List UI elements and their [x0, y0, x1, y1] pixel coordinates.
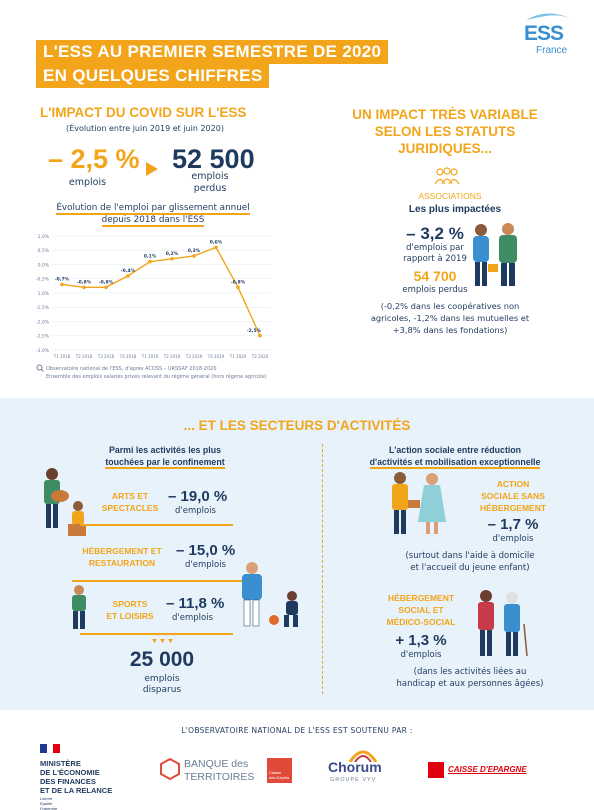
chevrons-down-icon	[150, 638, 176, 646]
squirrel-icon	[428, 762, 444, 778]
statuts-heading-2: SELON LES STATUTS	[374, 124, 516, 139]
medico-unit: d'emplois	[400, 650, 442, 660]
sports-divider	[80, 633, 233, 635]
chart-point	[192, 254, 196, 258]
left-title-1: Parmi les activités les plus	[109, 445, 221, 455]
chart-ytick-label: -2,5%	[35, 334, 49, 340]
statuts-heading-3: JURIDIQUES...	[398, 141, 492, 156]
covid-jobs-label-2: perdus	[193, 183, 227, 194]
chart-xtick-label: T4 2018	[119, 354, 137, 359]
chart-xtick-label: T2 2019	[163, 354, 181, 359]
sports-label-1: SPORTS	[112, 599, 148, 609]
assoc-jobs: 54 700	[413, 268, 457, 284]
chart-ytick-label: -2,0%	[35, 320, 49, 326]
chart-source-1: Observatoire national de l'ESS, d'après ACOSS – URSSAF 2018-2020	[46, 366, 217, 372]
assoc-jobs-label: emplois perdus	[402, 285, 468, 295]
chart-series-line	[62, 247, 260, 335]
chart-ytick-label: 0,0%	[37, 263, 49, 269]
action-label-2: SOCIALE SANS	[481, 491, 545, 501]
right-title-2-text: d'activités et mobilisation exceptionnelle	[369, 457, 541, 467]
chart-data-label: -0,8%	[98, 280, 114, 286]
total-jobs-value: 25 000	[129, 648, 195, 671]
sports-unit: d'emplois	[172, 613, 213, 623]
arts-unit: d'emplois	[175, 506, 216, 516]
chart-point	[214, 246, 218, 250]
hexagon-icon	[160, 758, 180, 780]
musicians-illustration	[38, 466, 88, 538]
medico-note	[370, 666, 570, 690]
employment-line-chart	[30, 230, 280, 362]
chart-title-2-text: depuis 2018 dans l'ESS	[101, 215, 205, 225]
people-group-icon	[432, 166, 462, 186]
arts-divider	[80, 524, 233, 526]
action-note-line-1: (surtout dans l'aide à domicile	[405, 551, 535, 561]
badge-line-1: Caisse	[269, 770, 282, 775]
assoc-pct: – 3,2 %	[406, 224, 464, 243]
ministere-logo	[40, 738, 160, 810]
ministere-line-3: DES FINANCES	[40, 777, 96, 786]
caisse-depots-badge	[267, 758, 292, 783]
chart-ytick-label: -1,5%	[35, 306, 49, 312]
assoc-pct-label-1: d'emplois par	[406, 243, 464, 253]
basketball-players-illustration	[232, 560, 312, 634]
runner-illustration	[64, 584, 94, 632]
total-jobs-label-2: disparus	[142, 685, 182, 695]
statuts-note-line-2: agricoles, -1,2% dans les mutuelles et	[370, 313, 530, 323]
chart-ytick-label: -3,0%	[35, 348, 49, 354]
chart-title-1	[38, 203, 268, 213]
chart-title-1-text: Évolution de l'emploi par glissement annuel	[56, 203, 250, 213]
caisse-epargne-text: CAISSE D'EPARGNE	[448, 765, 527, 774]
statuts-note-line-1: (-0,2% dans les coopératives non	[380, 301, 520, 311]
total-jobs-label-1: emplois	[144, 674, 180, 684]
action-pct: – 1,7 %	[487, 516, 539, 533]
heberg-label-2: RESTAURATION	[88, 558, 156, 568]
chart-point	[126, 274, 130, 278]
chart-point	[236, 286, 240, 290]
covid-pct-value: – 2,5 %	[48, 144, 140, 174]
chart-ytick-label: 0,5%	[37, 249, 49, 255]
assoc-sub: Les plus impactées	[408, 204, 502, 215]
action-label-1: ACTION	[496, 479, 530, 489]
chart-data-label: 0,6%	[209, 240, 223, 246]
medico-note-line-1: (dans les activités liées au	[413, 667, 527, 677]
medico-pct: + 1,3 %	[395, 632, 447, 649]
search-icon	[36, 364, 44, 372]
chart-ytick-label: -0,5%	[35, 277, 49, 283]
assoc-pct-label-2: rapport à 2019	[403, 254, 467, 264]
secteurs-heading: ... ET LES SECTEURS D'ACTIVITÉS	[183, 418, 411, 433]
arts-pct: – 19,0 %	[168, 488, 228, 505]
ministere-line-2: DE L'ÉCONOMIE	[40, 768, 100, 777]
home-care-illustration	[386, 470, 454, 536]
french-flag-icon	[40, 744, 60, 753]
heberg-label-1: HÉBERGEMENT ET	[82, 546, 162, 556]
left-title-2	[80, 457, 250, 467]
action-label-3: HÉBERGEMENT	[479, 503, 547, 513]
chart-data-label: 0,2%	[165, 251, 179, 257]
chart-point	[170, 257, 174, 261]
motto-3: Fraternité	[40, 806, 58, 810]
chart-point	[60, 283, 64, 287]
chorum-sub: GROUPE VYV	[330, 777, 377, 783]
chart-data-label: -0,8%	[230, 280, 246, 286]
chart-ytick-label: 1,0%	[37, 291, 49, 297]
section-divider	[322, 444, 323, 694]
chart-xtick-label: T2 2020	[251, 354, 269, 359]
chart-data-label: -0,7%	[54, 277, 70, 283]
action-note	[370, 550, 570, 574]
chart-point	[82, 286, 86, 290]
chorum-logo	[328, 746, 398, 792]
bdt-line-2: TERRITOIRES	[184, 771, 255, 783]
chart-xtick-label: T1 2019	[141, 354, 159, 359]
chart-xtick-label: T1 2020	[229, 354, 247, 359]
chart-xtick-label: T3 2018	[97, 354, 115, 359]
statuts-note	[350, 300, 550, 336]
motto-1: Liberté	[40, 796, 53, 801]
arts-label-1: ARTS ET	[111, 491, 149, 501]
covid-jobs-value: 52 500	[172, 144, 255, 174]
chart-xtick-label: T4 2019	[207, 354, 225, 359]
chart-title-2	[38, 215, 268, 225]
chart-source-2: Ensemble des emplois salariés privés relevant du régime général (hors régime agricole)	[46, 374, 267, 380]
sports-pct: – 11,8 %	[166, 595, 225, 612]
medico-note-line-2: handicap et aux personnes âgées)	[396, 679, 544, 689]
motto-2: Égalité	[40, 801, 53, 806]
chart-data-label: -0,4%	[120, 268, 136, 274]
chart-data-label: -2,5%	[246, 328, 262, 334]
chart-data-label: 0,1%	[143, 254, 157, 260]
logo-sub-text: France	[536, 45, 568, 56]
ministere-line-1: MINISTÈRE	[40, 759, 81, 768]
chart-point	[258, 334, 262, 338]
chart-xtick-label: T1 2018	[53, 354, 71, 359]
chart-xtick-label: T3 2019	[185, 354, 203, 359]
chorum-text: Chorum	[328, 759, 382, 775]
support-text: L'OBSERVATOIRE NATIONAL DE L'ESS EST SOUTENU PAR :	[181, 726, 413, 735]
chart-point	[148, 260, 152, 264]
action-note-line-2: et l'accueil du jeune enfant)	[410, 563, 530, 573]
ministere-line-4: ET DE LA RELANCE	[40, 786, 113, 795]
banque-territoires-logo	[160, 754, 300, 788]
bdt-line-1: BANQUE des	[184, 758, 249, 770]
logo-main-text: ESS	[524, 22, 564, 45]
arrow-right-icon	[146, 162, 158, 176]
arts-label-2: SPECTACLES	[101, 503, 159, 513]
covid-jobs-label-1: emplois	[191, 171, 229, 182]
page-title-line-2: EN QUELQUES CHIFFRES	[36, 64, 269, 88]
covid-pct-label: emplois	[68, 177, 107, 188]
heberg-unit: d'emplois	[185, 560, 226, 570]
statuts-heading-1: UN IMPACT TRÈS VARIABLE	[352, 107, 538, 122]
page-title-line-1: L'ESS AU PREMIER SEMESTRE DE 2020	[36, 40, 388, 64]
covid-subtitle: (Évolution entre juin 2019 et juin 2020)	[66, 124, 224, 133]
heberg-divider	[72, 580, 247, 582]
covid-heading: L'IMPACT DU COVID SUR L'ESS	[40, 105, 247, 120]
elderly-care-illustration	[472, 588, 532, 660]
chart-ytick-label: 1,0%	[37, 234, 49, 240]
statuts-note-line-3: +3,8% dans les fondations)	[392, 325, 508, 335]
sports-label-2: ET LOISIRS	[106, 611, 154, 621]
ess-france-logo	[518, 12, 578, 64]
assoc-label: ASSOCIATIONS	[418, 191, 482, 201]
chart-data-label: -0,8%	[76, 280, 92, 286]
chart-xtick-label: T2 2018	[75, 354, 93, 359]
people-illustration	[466, 220, 526, 292]
medico-label-2: SOCIAL ET	[398, 605, 444, 615]
left-title-2-text: touchées par le confinement	[105, 457, 225, 467]
badge-line-2: des Dépôts	[269, 775, 290, 780]
caisse-epargne-logo	[428, 760, 558, 780]
right-title-2	[340, 457, 570, 467]
chart-data-label: 0,3%	[187, 248, 201, 254]
action-unit: d'emplois	[492, 534, 534, 544]
medico-label-3: MÉDICO-SOCIAL	[386, 617, 456, 627]
medico-label-1: HÉBERGEMENT	[387, 593, 455, 603]
heberg-pct: – 15,0 %	[176, 542, 236, 559]
chart-point	[104, 286, 108, 290]
right-title-1: L'action sociale entre réduction	[388, 445, 522, 455]
